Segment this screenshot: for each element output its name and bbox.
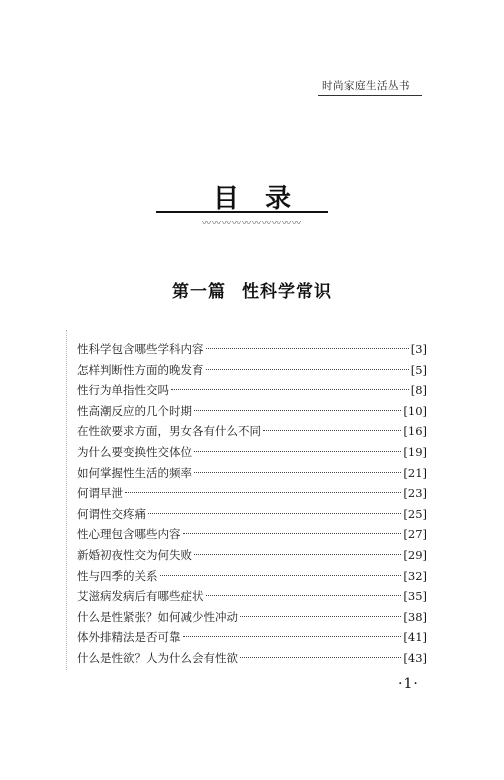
entry-page: [38] [403, 609, 427, 624]
wave-ornament: 〰〰〰〰〰〰〰〰〰〰 [201, 219, 302, 229]
entry-page: [19] [403, 444, 427, 459]
toc-entry[interactable] [77, 627, 427, 648]
entry-page: [23] [403, 486, 427, 501]
entry-label: 为什么要变换性交体位 [77, 444, 192, 459]
dot-leader [206, 348, 409, 349]
entry-label: 在性欲要求方面，男女各有什么不同 [77, 424, 261, 439]
part-number: 第一篇 [172, 282, 226, 302]
toc-entry[interactable] [77, 463, 427, 484]
entry-page: [41] [403, 630, 427, 645]
dot-leader [206, 595, 402, 596]
entry-page: [10] [403, 403, 427, 418]
entry-page: [27] [403, 527, 427, 542]
dot-leader [183, 533, 402, 534]
entry-page: [29] [403, 547, 427, 562]
binding-edge-mark [66, 330, 67, 670]
part-name: 性科学常识 [242, 282, 332, 302]
entry-page: [21] [403, 465, 427, 480]
toc-entry[interactable] [77, 442, 427, 463]
toc-entry[interactable] [77, 339, 427, 360]
dot-leader [194, 410, 401, 411]
toc-entry[interactable] [77, 648, 427, 669]
toc-title: 目录 [212, 184, 317, 214]
dot-leader [263, 430, 401, 431]
entry-label: 如何掌握性生活的频率 [77, 465, 192, 480]
toc-entry[interactable] [77, 524, 427, 545]
title-underline [156, 211, 328, 213]
entry-page: [35] [403, 589, 427, 604]
dot-leader [171, 389, 409, 390]
entry-label: 什么是性紧张？如何减少性冲动 [77, 609, 238, 624]
entry-page: [3] [410, 342, 427, 356]
entry-page: [8] [410, 383, 427, 398]
toc-entry[interactable] [77, 401, 427, 422]
entry-label: 性科学包含哪些学科内容 [77, 342, 204, 356]
toc-entry[interactable] [77, 504, 427, 525]
toc-entry[interactable] [77, 380, 427, 401]
dot-leader [206, 369, 409, 370]
toc-entry[interactable] [77, 360, 427, 381]
series-title: 时尚家庭生活丛书 [322, 80, 410, 92]
entry-label: 性心理包含哪些内容 [77, 527, 181, 542]
entry-label: 何谓性交疼痛 [77, 506, 146, 521]
entry-page: [5] [410, 362, 427, 377]
dot-leader [240, 657, 401, 658]
entry-label: 性行为单指性交吗 [77, 383, 169, 398]
entry-label: 性高潮反应的几个时期 [77, 403, 192, 418]
entry-label: 何谓早泄 [77, 486, 123, 501]
entry-page: [25] [403, 506, 427, 521]
entry-page: [16] [403, 424, 427, 439]
header-rule [318, 95, 422, 96]
dot-leader [194, 472, 401, 473]
dot-leader [183, 636, 402, 637]
page-number: ·1· [398, 676, 419, 692]
entry-page: [43] [403, 650, 427, 665]
dot-leader [194, 554, 401, 555]
entry-label: 体外排精法是否可靠 [77, 630, 181, 645]
dot-leader [148, 513, 401, 514]
toc-entry[interactable] [77, 545, 427, 566]
entry-label: 什么是性欲？人为什么会有性欲 [77, 650, 238, 665]
dot-leader [240, 616, 401, 617]
dot-leader [194, 451, 401, 452]
entry-label: 怎样判断性方面的晚发育 [77, 362, 204, 377]
entry-page: [32] [403, 568, 427, 583]
toc-entry[interactable] [77, 483, 427, 504]
toc-entry[interactable] [77, 421, 427, 442]
toc-entry[interactable] [77, 586, 427, 607]
entry-label: 艾滋病发病后有哪些症状 [77, 589, 204, 604]
dot-leader [160, 575, 402, 576]
toc-entry[interactable] [77, 607, 427, 628]
dot-leader [125, 492, 401, 493]
entry-label: 性与四季的关系 [77, 568, 158, 583]
entry-label: 新婚初夜性交为何失败 [77, 547, 192, 562]
part-heading [0, 277, 504, 302]
toc-entry[interactable] [77, 566, 427, 587]
toc-list [77, 339, 427, 669]
